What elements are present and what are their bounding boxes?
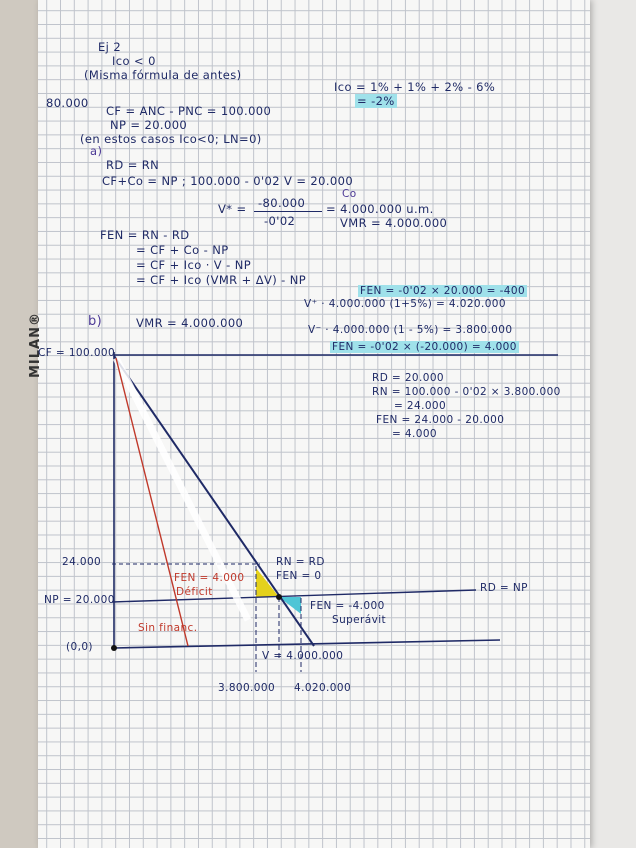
superavit-word: Superávit [332,614,387,626]
condition: Ico < 0 [112,54,156,68]
v-minus-calc: V⁻ · 4.000.000 (1 - 5%) = 3.800.000 [308,324,513,336]
fen-negative-calc: FEN = -0'02 × (-20.000) = 4.000 [332,341,517,353]
cf-line: CF = ANC - PNC = 100.000 [106,104,272,118]
np-line: NP = 20.000 [110,118,188,132]
deficit-value: FEN = 4.000 [174,572,245,584]
exercise-title: Ej 2 [98,40,122,54]
deficit-word: Déficit [176,586,213,598]
vmr-result: VMR = 4.000.000 [340,216,448,230]
fen-eq-1: FEN = RN - RD [100,228,190,242]
rd-equals-rn: RD = RN [106,158,160,172]
part-a-label: a) [90,144,103,158]
v-star-denominator: -0'02 [264,214,296,228]
v-plus-calc: V⁺ · 4.000.000 (1+5%) = 4.020.000 [304,298,506,310]
cf-axis-label: CF = 100.000 [38,347,116,359]
rn-line [114,356,314,646]
co-label: Co [342,188,357,200]
origin-point [111,645,117,651]
part-b-label: b) [88,314,103,329]
rn-rd-label: RN = RD [276,556,325,568]
x-axis [114,640,500,648]
equilibrium-equation: CF+Co = NP ; 100.000 - 0'02 V = 20.000 [102,174,354,188]
sin-financ-line [116,358,188,646]
margin-value: 80.000 [46,96,89,110]
equilibrium-point [276,594,282,600]
side-fen: FEN = 24.000 - 20.000 [376,414,505,426]
origin-label: (0,0) [66,641,93,653]
sin-financ-label: Sin financ. [138,622,198,634]
side-rd: RD = 20.000 [372,372,444,384]
x-high-label: 4.020.000 [294,682,352,694]
fen-positive-calc: FEN = -0'02 × 20.000 = -400 [360,285,526,297]
ico-result: = -2% [357,94,395,108]
rd-np-label: RD = NP [480,582,528,594]
fen0-label: FEN = 0 [276,570,322,582]
v-star-numerator: -80.000 [258,196,306,210]
case-note: (en estos casos Ico<0; LN=0) [80,132,262,146]
x-low-label: 3.800.000 [218,682,276,694]
ico-formula: Ico = 1% + 1% + 2% - 6% [334,80,496,94]
fen-eq-3: = CF + Ico · V - NP [136,258,252,272]
side-rn-result: = 24.000 [394,400,447,412]
formula-note: (Misma fórmula de antes) [84,68,242,82]
fen-eq-2: = CF + Co - NP [136,243,229,257]
superavit-value: FEN = -4.000 [310,600,385,612]
paper-brand: MILAN® [28,312,43,378]
fen-eq-4: = CF + Ico (VMR + ΔV) - NP [136,273,307,287]
x-vmr-label: V = 4.000.000 [262,650,344,662]
np-axis-label: NP = 20.000 [44,594,115,606]
v-star-result: = 4.000.000 u.m. [326,202,434,216]
y24-label: 24.000 [62,556,102,568]
v-star-label: V* = [218,202,247,216]
side-rn: RN = 100.000 - 0'02 × 3.800.000 [372,386,561,398]
part-b-vmr: VMR = 4.000.000 [136,316,244,330]
side-fen-result: = 4.000 [392,428,437,440]
